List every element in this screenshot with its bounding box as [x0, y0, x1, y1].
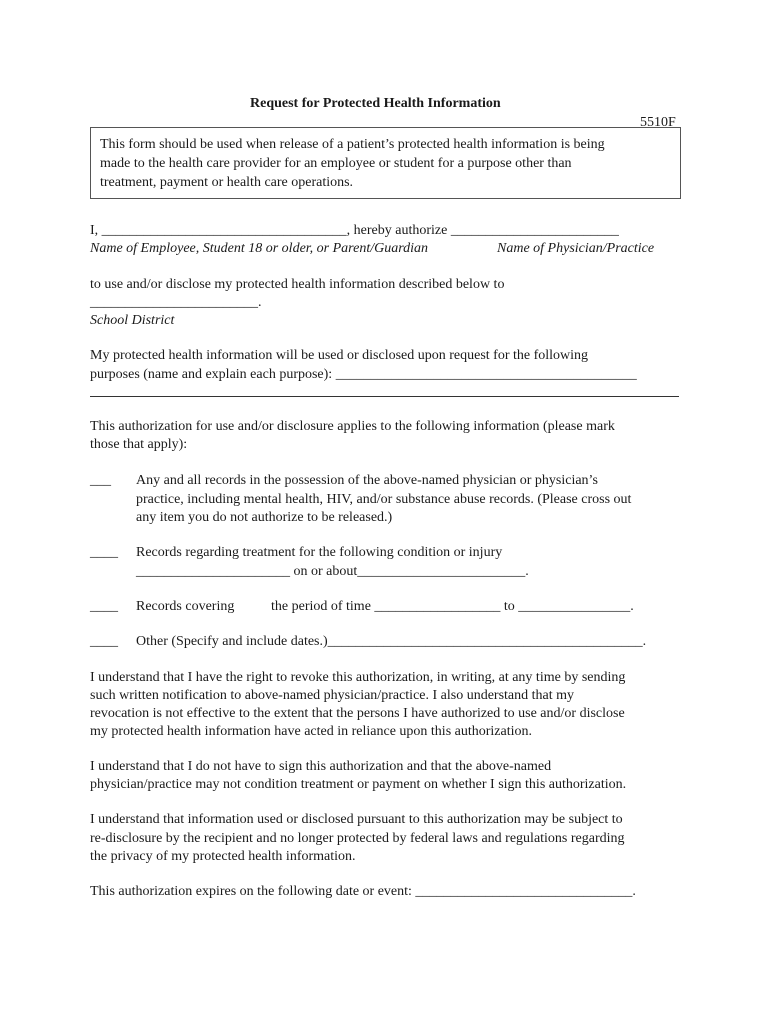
- paragraph-line: I understand that I have the right to revoke this authorization, in writing, at any time by sending: [90, 670, 626, 685]
- option-checkbox-condition[interactable]: ____: [90, 545, 118, 560]
- option-text: any item you do not authorize to be released.): [136, 510, 393, 525]
- paragraph-line: revocation is not effective to the extent that the persons I have authorized to use and/or disclose: [90, 706, 625, 721]
- caption-physician-name: Name of Physician/Practice: [497, 241, 655, 256]
- paragraph-line: such written notification to above-named physician/practice. I also understand that my: [90, 688, 575, 703]
- school-district-blank[interactable]: ________________________.: [90, 295, 262, 310]
- purpose-line: My protected health information will be used or disclosed upon request for the following: [90, 348, 589, 363]
- use-disclose-line: to use and/or disclose my protected health information described below to: [90, 277, 505, 292]
- paragraph-line: the privacy of my protected health information.: [90, 849, 356, 864]
- expiration-blank[interactable]: This authorization expires on the following date or event: _______________________________.: [90, 884, 636, 899]
- paragraph-line: physician/practice may not condition treatment or payment on whether I sign this authorization.: [90, 777, 627, 792]
- caption-employee-name: Name of Employee, Student 18 or older, or Parent/Guardian: [90, 241, 429, 256]
- applies-line: those that apply):: [90, 437, 188, 452]
- purpose-blank-rule[interactable]: [90, 396, 679, 397]
- option-text: Records covering: [136, 599, 235, 614]
- form-title: Request for Protected Health Information: [250, 96, 501, 111]
- paragraph-line: my protected health information have acted in reliance upon this authorization.: [90, 724, 533, 739]
- option-checkbox-other[interactable]: ____: [90, 634, 118, 649]
- notice-line: treatment, payment or health care operations.: [100, 175, 354, 190]
- option-condition-blanks[interactable]: ______________________ on or about________________________.: [136, 564, 529, 579]
- school-district-caption: School District: [90, 313, 175, 328]
- paragraph-line: I understand that I do not have to sign this authorization and that the above-named: [90, 759, 552, 774]
- applies-line: This authorization for use and/or disclosure applies to the following information (please mark: [90, 419, 615, 434]
- paragraph-line: I understand that information used or disclosed pursuant to this authorization may be subject to: [90, 812, 623, 827]
- notice-line: made to the health care provider for an employee or student for a purpose other than: [100, 156, 572, 171]
- option-text: practice, including mental health, HIV, and/or substance abuse records. (Please cross out: [136, 492, 632, 507]
- notice-line: This form should be used when release of a patient’s protected health information is being: [100, 137, 605, 152]
- option-checkbox-period[interactable]: ____: [90, 599, 118, 614]
- option-text: Records regarding treatment for the following condition or injury: [136, 545, 503, 560]
- authorize-line[interactable]: I, ___________________________________, hereby authorize ________________________: [90, 223, 619, 238]
- form-number: 5510F: [640, 115, 676, 130]
- purpose-blank-line[interactable]: purposes (name and explain each purpose): ___________________________________________: [90, 367, 637, 382]
- option-checkbox-all-records[interactable]: ___: [90, 473, 111, 488]
- option-period-blanks[interactable]: the period of time __________________ to ________________.: [271, 599, 634, 614]
- paragraph-line: re-disclosure by the recipient and no longer protected by federal laws and regulations regarding: [90, 831, 625, 846]
- option-other-blank[interactable]: Other (Specify and include dates.)_____________________________________________.: [136, 634, 647, 649]
- option-text: Any and all records in the possession of the above-named physician or physician’s: [136, 473, 598, 488]
